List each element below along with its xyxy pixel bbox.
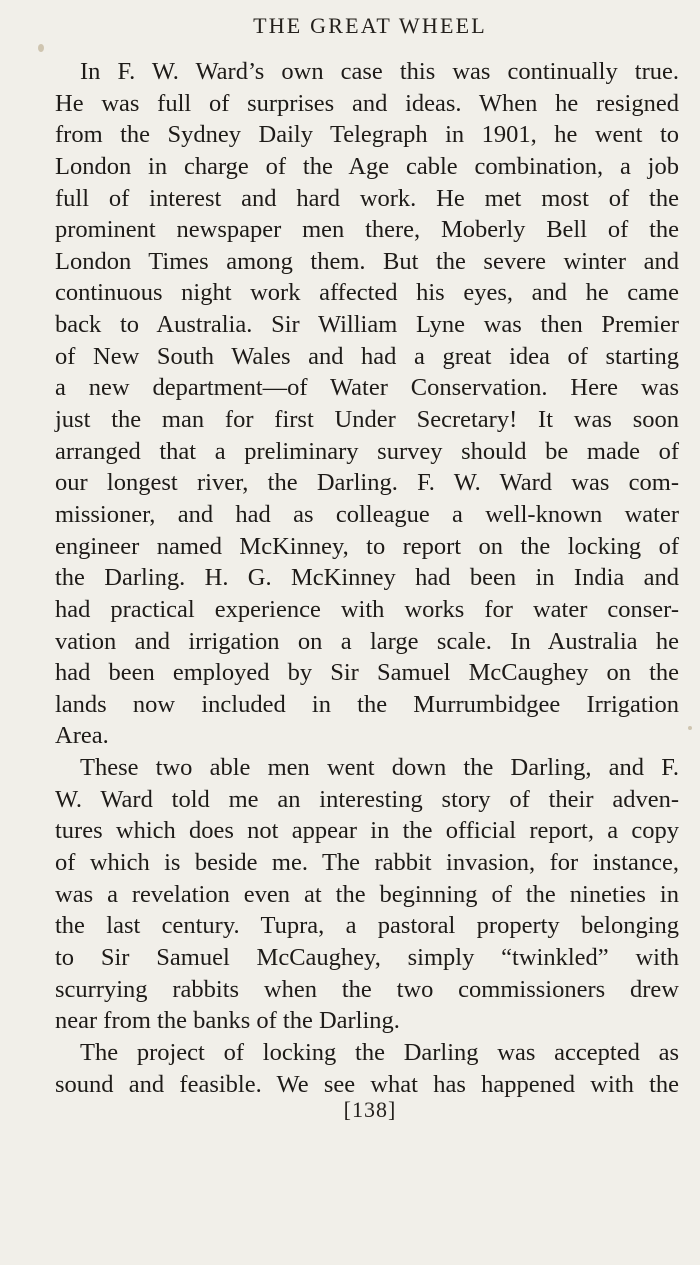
text-line: was a revelation even at the beginning of the nineties in [55,880,679,908]
paragraph-1 [55,56,679,752]
text-line: the Darling. H. G. McKinney had been in India and [55,564,679,592]
text-line: had practical experience with works for water conser- [55,595,679,623]
text-line: the last century. Tupra, a pastoral property belonging [55,912,679,940]
text-line: had been employed by Sir Samuel McCaughey on the [55,659,679,687]
text-line: missioner, and had as colleague a well-known water [55,500,679,528]
text-line: full of interest and hard work. He met most of the [55,184,679,212]
text-line: scurrying rabbits when the two commissioners drew [55,975,679,1003]
body-text [55,56,679,1100]
running-head: THE GREAT WHEEL [253,13,487,38]
text-line: London Times among them. But the severe winter and [55,247,679,275]
text-line: In F. W. Ward’s own case this was continually true. [80,58,679,85]
text-line: continuous night work affected his eyes, and he came [55,279,679,307]
paper-speck [38,44,44,52]
text-line: lands now included in the Murrumbidgee Irrigation [55,690,679,718]
text-line: These two able men went down the Darling, and F. [80,754,679,782]
paragraph-2 [55,752,679,1037]
text-line: He was full of surprises and ideas. When he resigned [55,89,679,117]
text-line: our longest river, the Darling. F. W. Ward was com- [55,469,679,497]
text-line: near from the banks of the Darling. [55,1007,400,1035]
paper-speck [688,726,692,730]
text-line: engineer named McKinney, to report on the locking of [55,532,679,560]
text-line: from the Sydney Daily Telegraph in 1901, he went to [55,121,679,149]
text-line: The project of locking the Darling was accepted as [80,1038,679,1066]
text-line: London in charge of the Age cable combination, a job [55,152,679,180]
text-line: Area. [55,722,109,750]
text-line: sound and feasible. We see what has happened with the [55,1070,679,1098]
text-line: of which is beside me. The rabbit invasion, for instance, [55,849,679,877]
text-line: prominent newspaper men there, Moberly Bell of the [55,216,679,244]
page-number: [138] [343,1097,397,1122]
text-line: W. Ward told me an interesting story of their adven- [55,785,679,813]
text-line: arranged that a preliminary survey should be made of [55,437,679,465]
text-line: a new department—of Water Conservation. Here was [55,374,679,402]
text-line: to Sir Samuel McCaughey, simply “twinkled” with [55,943,679,971]
text-line: back to Australia. Sir William Lyne was then Premier [55,311,679,339]
text-line: of New South Wales and had a great idea of starting [55,342,679,370]
text-line: tures which does not appear in the official report, a copy [55,817,679,845]
text-line: vation and irrigation on a large scale. In Australia he [55,627,679,655]
text-line: just the man for first Under Secretary! It was soon [55,406,679,434]
paragraph-3 [55,1037,679,1100]
